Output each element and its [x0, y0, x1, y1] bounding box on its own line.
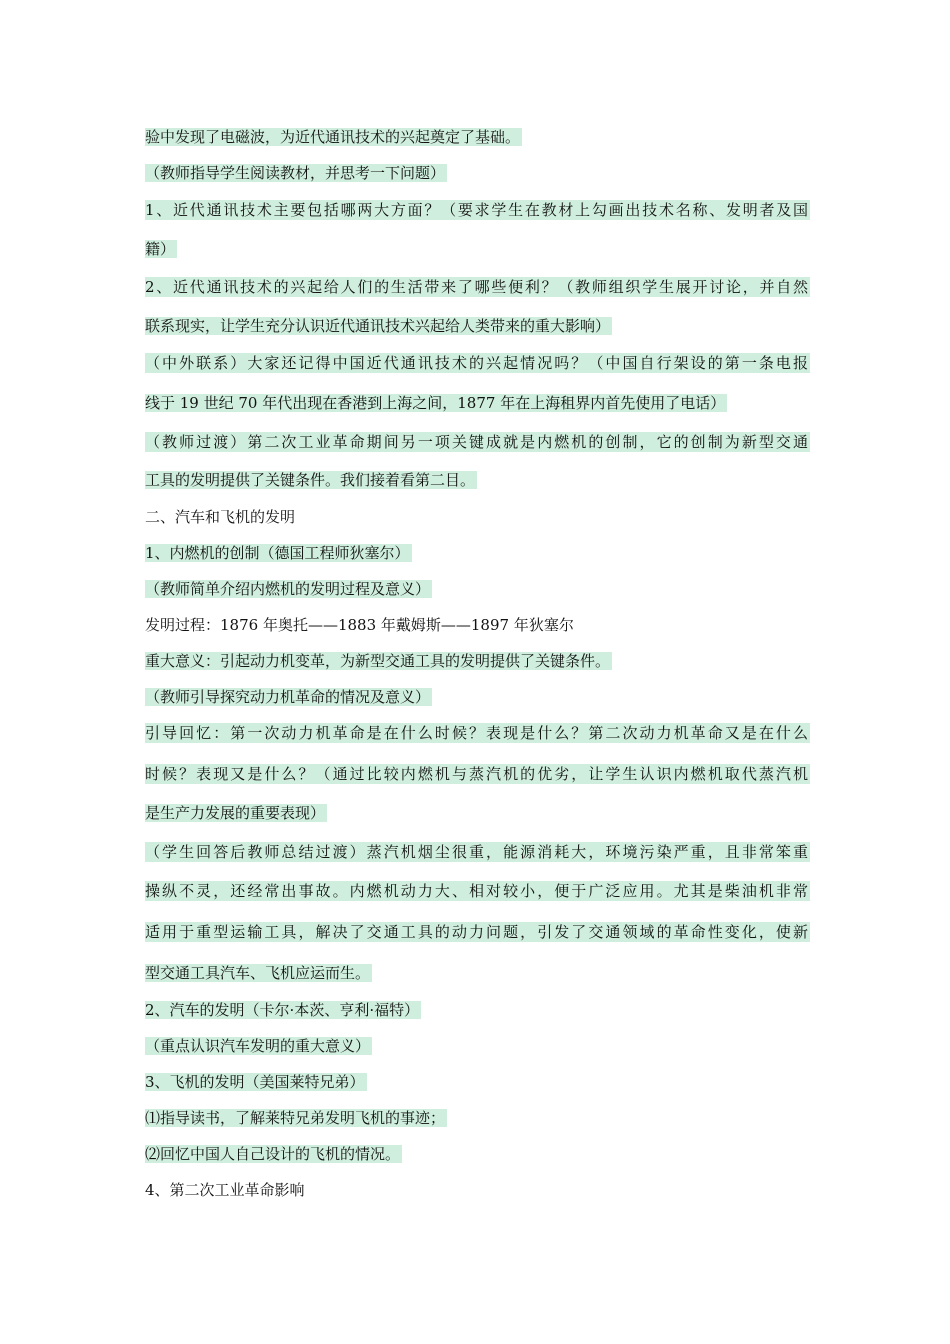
- text-line: 2、汽车的发明（卡尔·本茨、亨利·福特）: [145, 1001, 420, 1019]
- text-line: （中外联系）大家还记得中国近代通讯技术的兴起情况吗？（中国自行架设的第一条电报: [145, 354, 808, 372]
- text-line: ⑵回忆中国人自己设计的飞机的情况。: [145, 1145, 401, 1163]
- text-line: （教师指导学生阅读教材，并思考一下问题）: [145, 164, 446, 182]
- text-line: 2、近代通讯技术的兴起给人们的生活带来了哪些便利？（教师组织学生展开讨论，并自然: [145, 278, 808, 296]
- text-line: ⑴指导读书，了解莱特兄弟发明飞机的事迹；: [145, 1109, 446, 1127]
- text-line: （学生回答后教师总结过渡）蒸汽机烟尘很重，能源消耗大，环境污染严重，且非常笨重: [145, 843, 808, 861]
- text-line: 型交通工具汽车、飞机应运而生。: [145, 964, 371, 982]
- text-line: 验中发现了电磁波，为近代通讯技术的兴起奠定了基础。: [145, 128, 521, 146]
- text-line: 3、飞机的发明（美国莱特兄弟）: [145, 1073, 365, 1091]
- text-line: 发明过程：1876 年奥托——1883 年戴姆斯——1897 年狄塞尔: [145, 616, 574, 634]
- text-line: 1、内燃机的创制（德国工程师狄塞尔）: [145, 544, 410, 562]
- text-line: 籍）: [145, 240, 176, 258]
- section-heading: 4、第二次工业革命影响: [145, 1181, 305, 1199]
- text-line: （教师引导探究动力机革命的情况及意义）: [145, 688, 431, 706]
- text-line: 联系现实，让学生充分认识近代通讯技术兴起给人类带来的重大影响）: [145, 317, 611, 335]
- text-line: 适用于重型运输工具，解决了交通工具的动力问题，引发了交通领域的革命性变化，使新: [145, 923, 808, 941]
- text-line: （教师过渡）第二次工业革命期间另一项关键成就是内燃机的创制，它的创制为新型交通: [145, 433, 808, 451]
- text-line: 时候？表现又是什么？（通过比较内燃机与蒸汽机的优劣，让学生认识内燃机取代蒸汽机: [145, 765, 808, 783]
- text-line: 是生产力发展的重要表现）: [145, 804, 326, 822]
- section-heading: 二、汽车和飞机的发明: [145, 508, 296, 526]
- text-line: 1、近代通讯技术主要包括哪两大方面？（要求学生在教材上勾画出技术名称、发明者及国: [145, 201, 808, 219]
- text-line: （重点认识汽车发明的重大意义）: [145, 1037, 371, 1055]
- text-line: 工具的发明提供了关键条件。我们接着看第二目。: [145, 471, 476, 489]
- text-line: 操纵不灵，还经常出事故。内燃机动力大、相对较小，便于广泛应用。尤其是柴油机非常: [145, 882, 808, 900]
- text-line: （教师简单介绍内燃机的发明过程及意义）: [145, 580, 431, 598]
- text-line: 重大意义：引起动力机变革，为新型交通工具的发明提供了关键条件。: [145, 652, 611, 670]
- text-line: 引导回忆：第一次动力机革命是在什么时候？表现是什么？第二次动力机革命又是在什么: [145, 724, 808, 742]
- text-line: 线于 19 世纪 70 年代出现在香港到上海之间，1877 年在上海租界内首先使用了电话）: [145, 394, 726, 412]
